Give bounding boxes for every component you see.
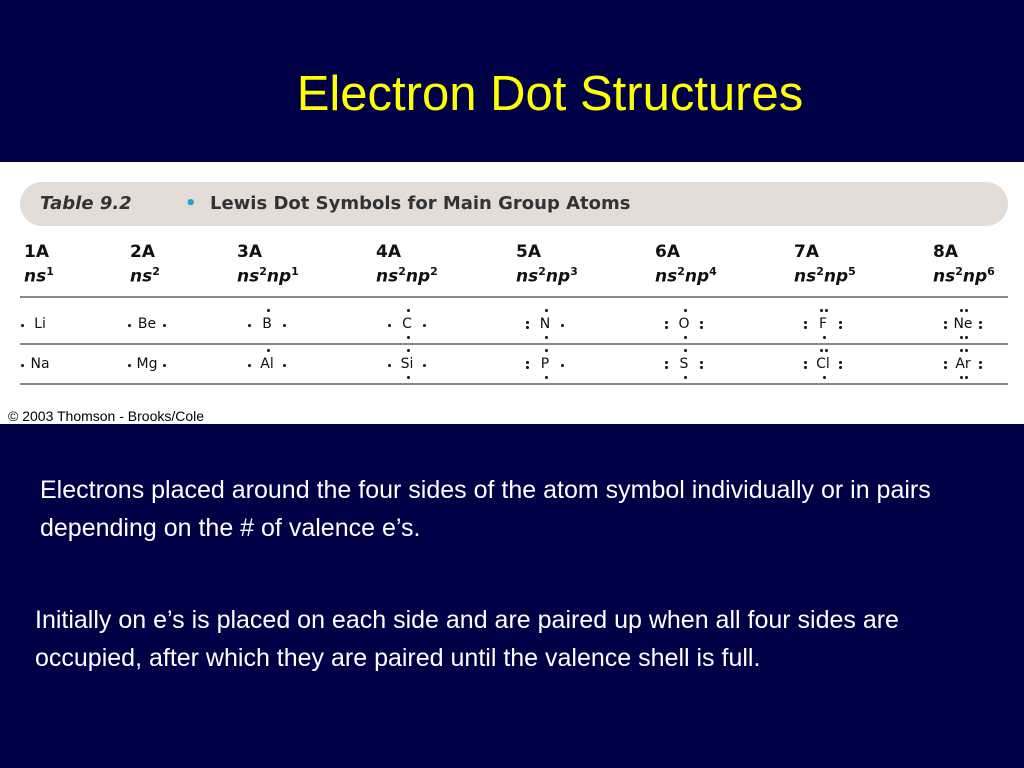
- electron-configuration: $ns^2np^4$: [655, 265, 717, 287]
- bullet-icon: •: [185, 193, 197, 214]
- valence-electron-dot: [128, 324, 131, 327]
- lewis-symbol-al: [247, 349, 287, 379]
- valence-electron-dot: [823, 336, 826, 339]
- valence-electron-dot: [423, 364, 426, 367]
- valence-electron-dot: [825, 309, 828, 312]
- row-divider: [20, 343, 1008, 345]
- valence-electron-dot: [545, 349, 548, 352]
- electron-configuration: $ns^2np^3$: [516, 265, 578, 287]
- valence-electron-dot: [561, 364, 564, 367]
- element-symbol: Cl: [816, 356, 830, 372]
- valence-electron-dot: [820, 309, 823, 312]
- valence-electron-dot: [665, 321, 668, 324]
- group-name: 7A: [794, 242, 819, 262]
- valence-electron-dot: [545, 336, 548, 339]
- electron-configuration: $ns^2np^5$: [794, 265, 856, 287]
- valence-electron-dot: [407, 336, 410, 339]
- group-name: 1A: [24, 242, 49, 262]
- element-symbol: P: [540, 356, 550, 372]
- element-symbol: Be: [137, 316, 157, 332]
- valence-electron-dot: [804, 326, 807, 329]
- valence-electron-dot: [283, 324, 286, 327]
- valence-electron-dot: [825, 349, 828, 352]
- valence-electron-dot: [267, 309, 270, 312]
- valence-electron-dot: [979, 361, 982, 364]
- element-symbol: N: [539, 316, 551, 332]
- valence-electron-dot: [965, 309, 968, 312]
- table-caption-banner: [20, 182, 1008, 226]
- paragraph-1: Electrons placed around the four sides of the atom symbol individually or in pairs depending on the # of valence e’s.: [40, 476, 931, 542]
- element-symbol: Si: [400, 356, 414, 372]
- valence-electron-dot: [700, 321, 703, 324]
- valence-electron-dot: [965, 336, 968, 339]
- valence-electron-dot: [965, 349, 968, 352]
- valence-electron-dot: [407, 309, 410, 312]
- electron-configuration: $ns^2np^6$: [933, 265, 995, 287]
- copyright-notice: © 2003 Thomson - Brooks/Cole: [8, 408, 205, 424]
- valence-electron-dot: [388, 364, 391, 367]
- valence-electron-dot: [700, 361, 703, 364]
- lewis-symbol-b: [247, 309, 287, 339]
- element-symbol: Mg: [136, 356, 158, 372]
- valence-electron-dot: [944, 321, 947, 324]
- valence-electron-dot: [388, 324, 391, 327]
- valence-electron-dot: [944, 366, 947, 369]
- element-symbol: B: [262, 316, 272, 332]
- group-name: 4A: [376, 242, 401, 262]
- valence-electron-dot: [545, 376, 548, 379]
- electron-configuration: $ns^2$: [130, 265, 160, 287]
- valence-electron-dot: [839, 366, 842, 369]
- lewis-symbol-ar: [943, 349, 983, 379]
- lewis-symbol-o: [664, 309, 704, 339]
- element-symbol: O: [678, 316, 690, 332]
- lewis-symbol-na: [20, 349, 60, 379]
- element-symbol: C: [402, 316, 412, 332]
- lewis-dot-table-figure: [0, 162, 1024, 424]
- lewis-symbol-f: [803, 309, 843, 339]
- valence-electron-dot: [423, 324, 426, 327]
- slide-title: Electron Dot Structures: [296, 67, 804, 121]
- valence-electron-dot: [684, 376, 687, 379]
- valence-electron-dot: [804, 366, 807, 369]
- valence-electron-dot: [823, 376, 826, 379]
- group-name: 6A: [655, 242, 680, 262]
- valence-electron-dot: [684, 336, 687, 339]
- element-symbol: Na: [30, 356, 50, 372]
- valence-electron-dot: [248, 364, 251, 367]
- valence-electron-dot: [665, 361, 668, 364]
- valence-electron-dot: [665, 366, 668, 369]
- valence-electron-dot: [960, 336, 963, 339]
- element-symbol: F: [818, 316, 828, 332]
- element-symbol: Al: [260, 356, 274, 372]
- lewis-symbol-si: [387, 349, 427, 379]
- valence-electron-dot: [561, 324, 564, 327]
- valence-electron-dot: [526, 321, 529, 324]
- valence-electron-dot: [163, 324, 166, 327]
- valence-electron-dot: [684, 309, 687, 312]
- valence-electron-dot: [804, 361, 807, 364]
- lewis-symbol-c: [387, 309, 427, 339]
- valence-electron-dot: [163, 364, 166, 367]
- element-symbol: Ar: [955, 356, 971, 372]
- valence-electron-dot: [839, 326, 842, 329]
- table-caption: Lewis Dot Symbols for Main Group Atoms: [210, 193, 631, 214]
- valence-electron-dot: [960, 309, 963, 312]
- valence-electron-dot: [979, 321, 982, 324]
- lewis-symbol-p: [525, 349, 565, 379]
- valence-electron-dot: [960, 376, 963, 379]
- electron-configuration: $ns^2np^2$: [376, 265, 438, 287]
- group-name: 3A: [237, 242, 262, 262]
- element-symbol: Li: [34, 316, 46, 332]
- valence-electron-dot: [700, 366, 703, 369]
- electron-configuration: $ns^1$: [24, 265, 54, 287]
- group-name: 5A: [516, 242, 541, 262]
- valence-electron-dot: [128, 364, 131, 367]
- valence-electron-dot: [267, 349, 270, 352]
- lewis-symbol-be: [127, 309, 167, 339]
- valence-electron-dot: [407, 349, 410, 352]
- valence-electron-dot: [944, 326, 947, 329]
- valence-electron-dot: [965, 376, 968, 379]
- valence-electron-dot: [839, 321, 842, 324]
- group-name: 2A: [130, 242, 155, 262]
- element-symbol: Ne: [953, 316, 973, 332]
- lewis-symbol-n: [525, 309, 565, 339]
- valence-electron-dot: [820, 349, 823, 352]
- valence-electron-dot: [526, 361, 529, 364]
- valence-electron-dot: [526, 366, 529, 369]
- valence-electron-dot: [21, 324, 24, 327]
- valence-electron-dot: [665, 326, 668, 329]
- header-divider: [20, 296, 1008, 298]
- valence-electron-dot: [684, 349, 687, 352]
- lewis-symbol-cl: [803, 349, 843, 379]
- valence-electron-dot: [700, 326, 703, 329]
- lewis-symbol-ne: [943, 309, 983, 339]
- electron-configuration: $ns^2np^1$: [237, 265, 299, 287]
- row-divider: [20, 383, 1008, 385]
- valence-electron-dot: [979, 326, 982, 329]
- valence-electron-dot: [526, 326, 529, 329]
- valence-electron-dot: [944, 361, 947, 364]
- valence-electron-dot: [248, 324, 251, 327]
- element-symbol: S: [679, 356, 689, 372]
- lewis-symbol-s: [664, 349, 704, 379]
- valence-electron-dot: [407, 376, 410, 379]
- valence-electron-dot: [545, 309, 548, 312]
- lewis-symbol-mg: [127, 349, 167, 379]
- paragraph-2: Initially on e’s is placed on each side and are paired up when all four sides are occupied, after which they are paired until the valence shell is full.: [35, 606, 899, 672]
- valence-electron-dot: [804, 321, 807, 324]
- lewis-symbol-li: [20, 309, 60, 339]
- valence-electron-dot: [21, 364, 24, 367]
- group-name: 8A: [933, 242, 958, 262]
- valence-electron-dot: [283, 364, 286, 367]
- valence-electron-dot: [960, 349, 963, 352]
- valence-electron-dot: [839, 361, 842, 364]
- table-number: Table 9.2: [40, 193, 132, 214]
- valence-electron-dot: [979, 366, 982, 369]
